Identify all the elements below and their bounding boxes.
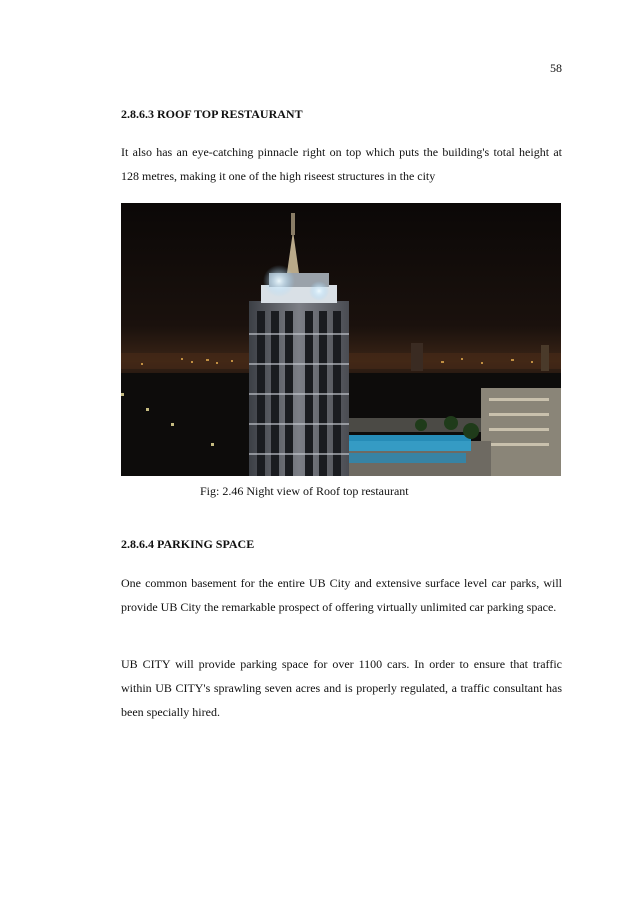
section-heading-roof-top-restaurant: 2.8.6.3 ROOF TOP RESTAURANT bbox=[121, 107, 303, 121]
paragraph-roof-top: It also has an eye-catching pinnacle right on top which puts the building's total height at 128 metres, making it one of the high riseest structures in the city bbox=[121, 145, 562, 183]
figure-caption: Fig: 2.46 Night view of Roof top restaurant bbox=[200, 484, 409, 498]
paragraph-parking-2: UB CITY will provide parking space for over 1100 cars. In order to ensure that traffic within UB CITY's sprawling seven acres and is properly regulated, a traffic consultant has been specially hired. bbox=[121, 657, 562, 719]
paragraph-parking-1: One common basement for the entire UB City and extensive surface level car parks, will provide UB City the remarkable prospect of offering virtually unlimited car parking space. bbox=[121, 576, 562, 614]
night-city-photo bbox=[121, 203, 561, 476]
figure-night-view bbox=[121, 203, 561, 476]
page-number: 58 bbox=[550, 61, 562, 75]
section-heading-parking-space: 2.8.6.4 PARKING SPACE bbox=[121, 537, 255, 551]
